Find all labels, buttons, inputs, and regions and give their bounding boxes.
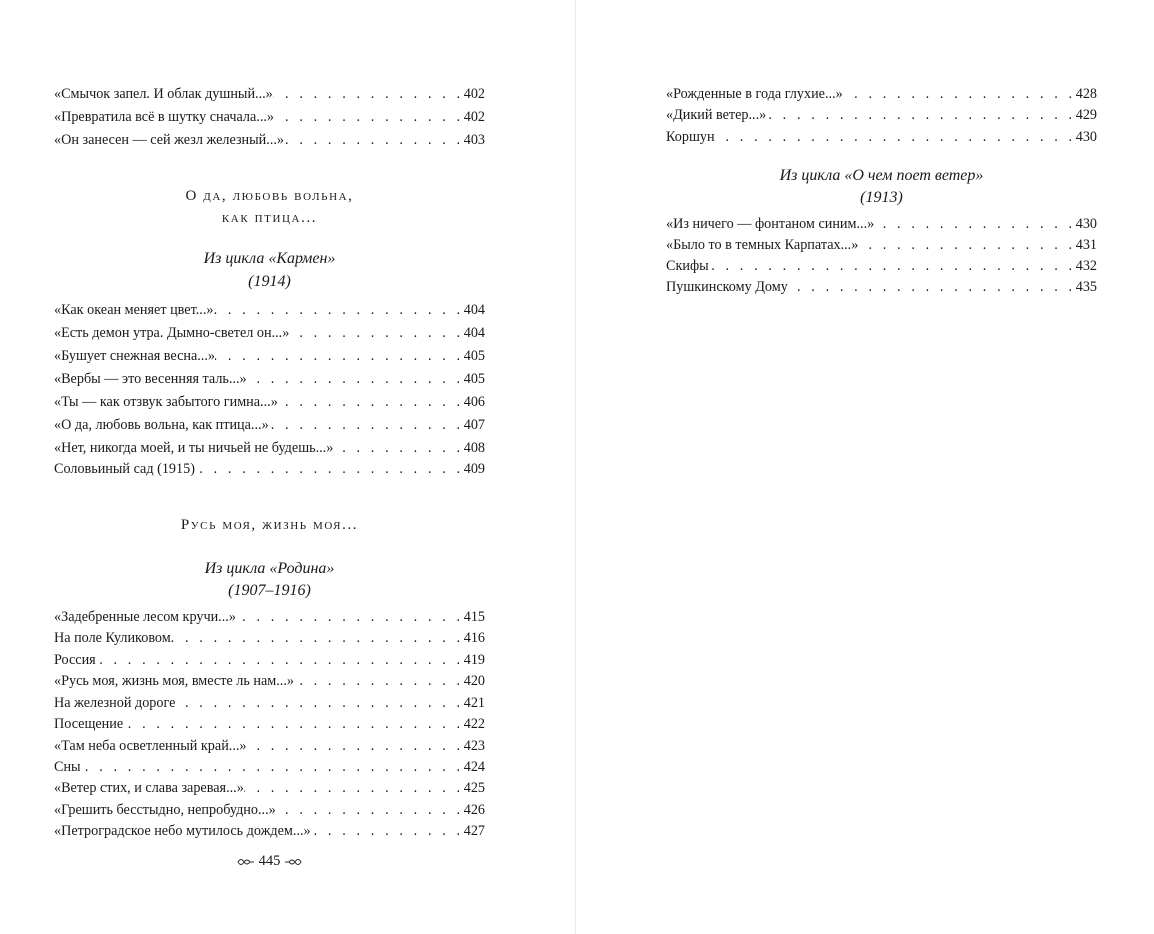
toc-entry [54, 671, 485, 691]
entry-page-number: 430 [1075, 216, 1097, 232]
leader-dots [709, 256, 1076, 276]
entry-page-number: 427 [463, 823, 485, 839]
leader-dots [843, 84, 1076, 104]
toc-entry [666, 84, 1097, 104]
toc-entry [54, 323, 485, 343]
toc-entry [54, 369, 485, 389]
leader-dots [766, 105, 1075, 125]
section-title-line: как птица... [221, 210, 318, 226]
leader-dots [274, 107, 464, 127]
entry-page-number: 425 [463, 780, 485, 796]
leader-dots [96, 650, 464, 670]
entry-page-number: 403 [463, 132, 485, 148]
entry-title: На поле Куликовом [54, 630, 171, 646]
toc-entry [54, 628, 485, 648]
toc-entry [54, 800, 485, 820]
toc-entry [54, 821, 485, 841]
entry-title: «Нет, никогда моей, и ты ничьей не будешь...» [54, 440, 334, 456]
toc-entry [54, 84, 485, 104]
cycle-title: Из цикла «О чем поет ветер» [779, 167, 984, 184]
entry-title: Пушкинскому Дому [666, 279, 788, 295]
toc-entry [54, 392, 485, 412]
entry-title: «Русь моя, жизнь моя, вместе ль нам...» [54, 673, 294, 689]
entry-page-number: 430 [1075, 129, 1097, 145]
entry-title: На железной дороге [54, 695, 176, 711]
book-gutter [575, 0, 576, 934]
entry-title: «Петроградское небо мутилось дождем...» [54, 823, 311, 839]
entry-page-number: 431 [1075, 237, 1097, 253]
cycle-year: (1907–1916) [228, 582, 311, 599]
entry-title: Соловьиный сад (1915) [54, 461, 195, 477]
entry-page-number: 421 [463, 695, 485, 711]
toc-entry [54, 778, 485, 798]
toc-entry [54, 346, 485, 366]
toc-entry [54, 438, 485, 458]
leader-dots [788, 277, 1076, 297]
leader-dots [171, 628, 464, 648]
entry-page-number: 415 [463, 609, 485, 625]
toc-entry [54, 693, 485, 713]
leader-dots [269, 415, 464, 435]
leader-dots [236, 607, 464, 627]
toc-entry [54, 459, 485, 479]
toc-entry [666, 214, 1097, 234]
leader-dots [81, 757, 464, 777]
toc-entry [54, 757, 485, 777]
entry-page-number: 423 [463, 738, 485, 754]
toc-entry [666, 256, 1097, 276]
entry-page-number: 407 [463, 417, 485, 433]
entry-title: Сны [54, 759, 81, 775]
entry-page-number: 404 [463, 302, 485, 318]
leader-dots [213, 300, 463, 320]
page-folio [54, 851, 485, 871]
leader-dots [715, 127, 1076, 147]
entry-title: Посещение [54, 716, 124, 732]
entry-title: «Смычок запел. И облак душный...» [54, 86, 273, 102]
entry-title: «Он занесен — сей жезл железный...» [54, 132, 285, 148]
cycle-year: (1913) [860, 189, 903, 206]
entry-page-number: 416 [463, 630, 485, 646]
toc-entry [54, 607, 485, 627]
entry-title: «Есть демон утра. Дымно-светел он...» [54, 325, 290, 341]
entry-title: «Было то в темных Карпатах...» [666, 237, 859, 253]
entry-page-number: 426 [463, 802, 485, 818]
leader-dots [276, 800, 464, 820]
toc-entry [54, 736, 485, 756]
cycle-year: (1914) [248, 273, 291, 290]
leader-dots [244, 778, 464, 798]
entry-page-number: 422 [463, 716, 485, 732]
leader-dots [215, 346, 464, 366]
toc-entry [54, 650, 485, 670]
cycle-title: Из цикла «Кармен» [203, 250, 336, 267]
leader-dots [874, 214, 1075, 234]
leader-dots [247, 369, 464, 389]
toc-entry [54, 300, 485, 320]
leader-dots [175, 693, 463, 713]
entry-title: «Из ничего — фонтаном синим...» [666, 216, 875, 232]
entry-page-number: 420 [463, 673, 485, 689]
leader-dots [123, 714, 464, 734]
entry-page-number: 405 [463, 371, 485, 387]
toc-entry [54, 415, 485, 435]
entry-title: Скифы [666, 258, 709, 274]
leader-dots [273, 84, 464, 104]
section-title-line: О да, любовь вольна, [185, 188, 354, 204]
entry-page-number: 402 [463, 109, 485, 125]
entry-title: «Как океан меняет цвет...» [54, 302, 214, 318]
leader-dots [278, 392, 464, 412]
entry-page-number: 432 [1075, 258, 1097, 274]
entry-title: «Дикий ветер...» [666, 107, 767, 123]
entry-title: Коршун [666, 129, 715, 145]
entry-page-number: 428 [1075, 86, 1097, 102]
entry-title: «Задебренные лесом кручи...» [54, 609, 236, 625]
leader-dots [195, 459, 464, 479]
toc-entry [54, 714, 485, 734]
toc-entry [54, 130, 485, 150]
ornament-left-icon [237, 857, 255, 867]
ornament-right-icon [284, 857, 302, 867]
entry-title: Россия [54, 652, 96, 668]
cycle-title: Из цикла «Родина» [204, 560, 335, 577]
toc-entry [666, 277, 1097, 297]
leader-dots [311, 821, 464, 841]
leader-dots [294, 671, 464, 691]
entry-page-number: 408 [463, 440, 485, 456]
entry-page-number: 405 [463, 348, 485, 364]
entry-title: «Превратила всё в шутку сначала...» [54, 109, 275, 125]
entry-page-number: 404 [463, 325, 485, 341]
entry-title: «Вербы — это весенняя таль...» [54, 371, 247, 387]
section-title-line: Русь моя, жизнь моя... [180, 517, 359, 533]
entry-page-number: 409 [463, 461, 485, 477]
leader-dots [858, 235, 1075, 255]
entry-page-number: 406 [463, 394, 485, 410]
entry-title: «Ты — как отзвук забытого гимна...» [54, 394, 278, 410]
toc-entry [54, 107, 485, 127]
leader-dots [333, 438, 463, 458]
entry-title: «Грешить бесстыдно, непробудно...» [54, 802, 276, 818]
entry-title: «Рожденные в года глухие...» [666, 86, 843, 102]
entry-title: «Бушует снежная весна...» [54, 348, 215, 364]
entry-title: «Там неба осветленный край...» [54, 738, 247, 754]
entry-page-number: 419 [463, 652, 485, 668]
leader-dots [247, 736, 464, 756]
toc-entry [666, 235, 1097, 255]
entry-page-number: 429 [1075, 107, 1097, 123]
entry-title: «О да, любовь вольна, как птица...» [54, 417, 269, 433]
leader-dots [289, 323, 463, 343]
toc-entry [666, 105, 1097, 125]
page-number: 445 [258, 853, 281, 869]
entry-page-number: 402 [463, 86, 485, 102]
toc-entry [666, 127, 1097, 147]
entry-page-number: 424 [463, 759, 485, 775]
entry-title: «Ветер стих, и слава заревая...» [54, 780, 244, 796]
leader-dots [284, 130, 464, 150]
entry-page-number: 435 [1075, 279, 1097, 295]
